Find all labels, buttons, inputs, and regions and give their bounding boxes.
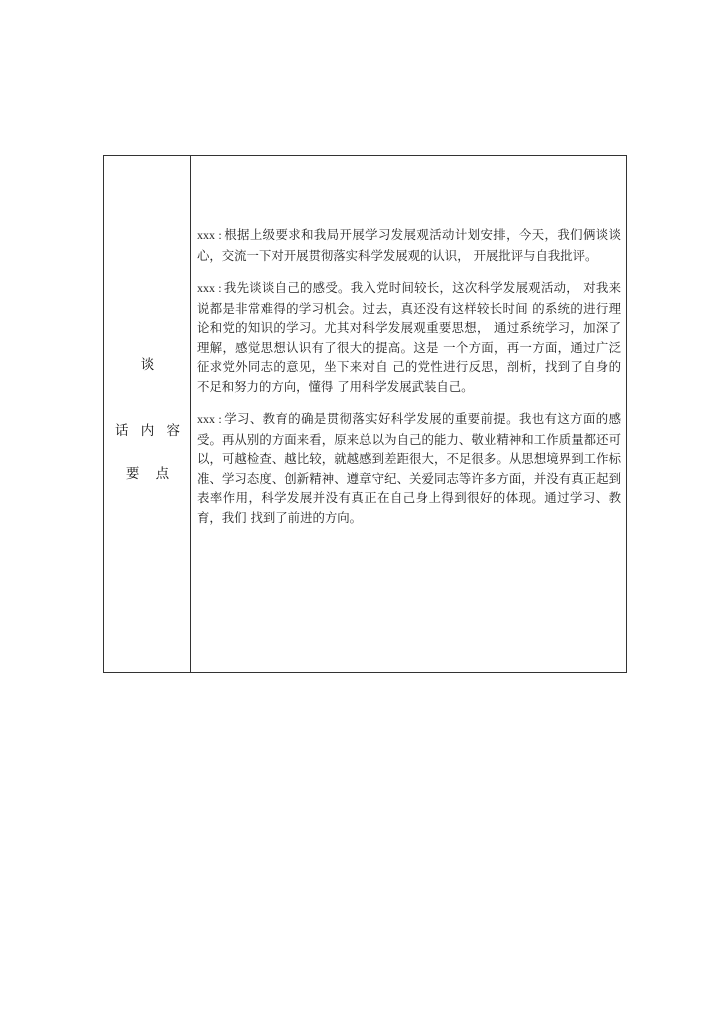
paragraph-text: 根据上级要求和我局开展学习发展观活动计划安排，今天，我们俩谈谈心，交流一下对开展贯彻落实科学发展观的认识， 开展批评与自我批评。 bbox=[197, 227, 621, 263]
label-line-key-points: 要 点 bbox=[125, 466, 176, 482]
content-cell bbox=[191, 156, 626, 672]
dialogue-body bbox=[197, 225, 621, 540]
dialogue-paragraph-2 bbox=[197, 278, 621, 396]
label-line-talk: 谈 bbox=[140, 357, 155, 373]
paragraph-text: 我先谈谈自己的感受。我入党时间较长，这次科学发展观活动， 对我来说都是非常难得的学习机会。过去，真还没有这样较长时间 的系统的进行理论和党的知识的学习。尤其对科学发展观重要思想， 通过系统学习，加深了理解，感觉思想认识有了很大的提高。这是 一个方面，再一方面，通过广泛征求党外同志的意见，坐下来对自 己的党性进行反思，剖析，找到了自身的不足和努力的方向，懂得 了用科学发展武装自己。 bbox=[197, 280, 621, 394]
speaker-label: xxx : bbox=[197, 281, 222, 295]
speaker-label: xxx : bbox=[197, 228, 222, 242]
talk-record-table bbox=[103, 155, 627, 673]
label-cell bbox=[104, 156, 191, 672]
label-line-content: 话 内 容 bbox=[114, 423, 185, 439]
dialogue-paragraph-1 bbox=[197, 225, 621, 265]
dialogue-paragraph-3 bbox=[197, 409, 621, 527]
paragraph-text: 学习、教育的确是贯彻落实好科学发展的重要前提。我也有这方面的感受。再从别的方面来看，原来总以为自己的能力、敬业精神和工作质量都还可以，可越检查、越比较，就越感到差距很大，不足很多。从思想境界到工作标准、学习态度、创新精神、遵章守纪、关爱同志等许多方面，并没有真正起到表率作用，科学发展并没有真正在自己身上得到很好的体现。通过学习、教育，我们 找到了前进的方向。 bbox=[197, 411, 621, 525]
speaker-label: xxx : bbox=[197, 412, 222, 426]
